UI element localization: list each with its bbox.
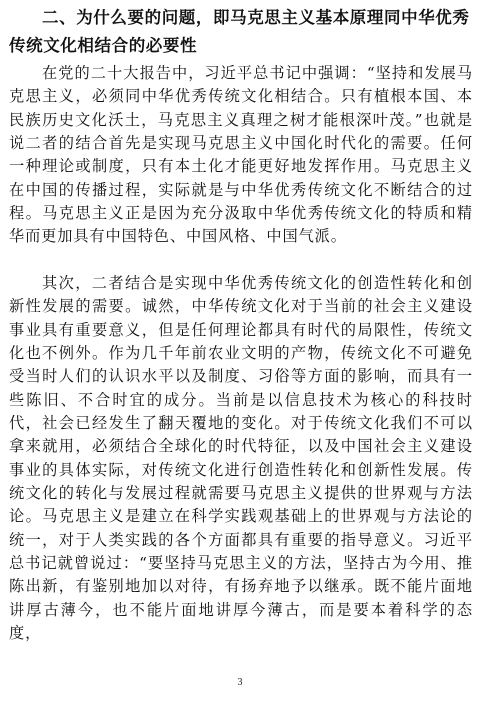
paragraph-1: 在党的二十大报告中，习近平总书记中强调：“坚持和发展马克思主义，必须同中华优秀传统文化相结合。只有植根本国、本民族历史文化沃土，马克思主义真理之树才能根深叶茂。”也就是说二者的结合首先是实现马克思主义中国化时代化的需要。任何一种理论或制度，只有本土化才能更好地发挥作用。马克思主义在中国的传播过程，实际就是与中华优秀传统文化不断结合的过程。马克思主义正是因为充分汲取中华优秀传统文化的特质和精华而更加具有中国特色、中国风格、中国气派。 bbox=[9, 64, 473, 246]
section-heading: 二、为什么要的问题，即马克思主义基本原理同中华优秀传统文化相结合的必要性 bbox=[9, 8, 470, 55]
page-number: 3 bbox=[237, 677, 243, 688]
paragraph-2: 其次，二者结合是实现中华优秀传统文化的创造性转化和创新性发展的需要。诚然，中华传统文化对于当前的社会主义建设事业具有重要意义，但是任何理论都具有时代的局限性，传统文化也不例外。作为几千年前农业文明的产物，传统文化不可避免受当时人们的认识水平以及制度、习俗等方面的影响，而具有一些陈旧、不合时宜的成分。当前是以信息技术为核心的科技时代，社会已经发生了翻天覆地的变化。对于传统文化我们不可以拿来就用，必须结合全球化的时代特征，以及中国社会主义建设事业的具体实际，对传统文化进行创造性转化和创新性发展。传统文化的转化与发展过程就需要马克思主义提供的世界观与方法论。马克思主义是建立在科学实践观基础上的世界观与方法论的统一，对于人类实践的各个方面都具有重要的指导意义。习近平总书记就曾说过：“要坚持马克思主义的方法，坚持古为今用、推陈出新，有鉴别地加以对待，有扬弃地予以继承。既不能片面地讲厚古薄今，也不能片面地讲厚今薄古，而是要本着科学的态度， bbox=[9, 274, 473, 643]
